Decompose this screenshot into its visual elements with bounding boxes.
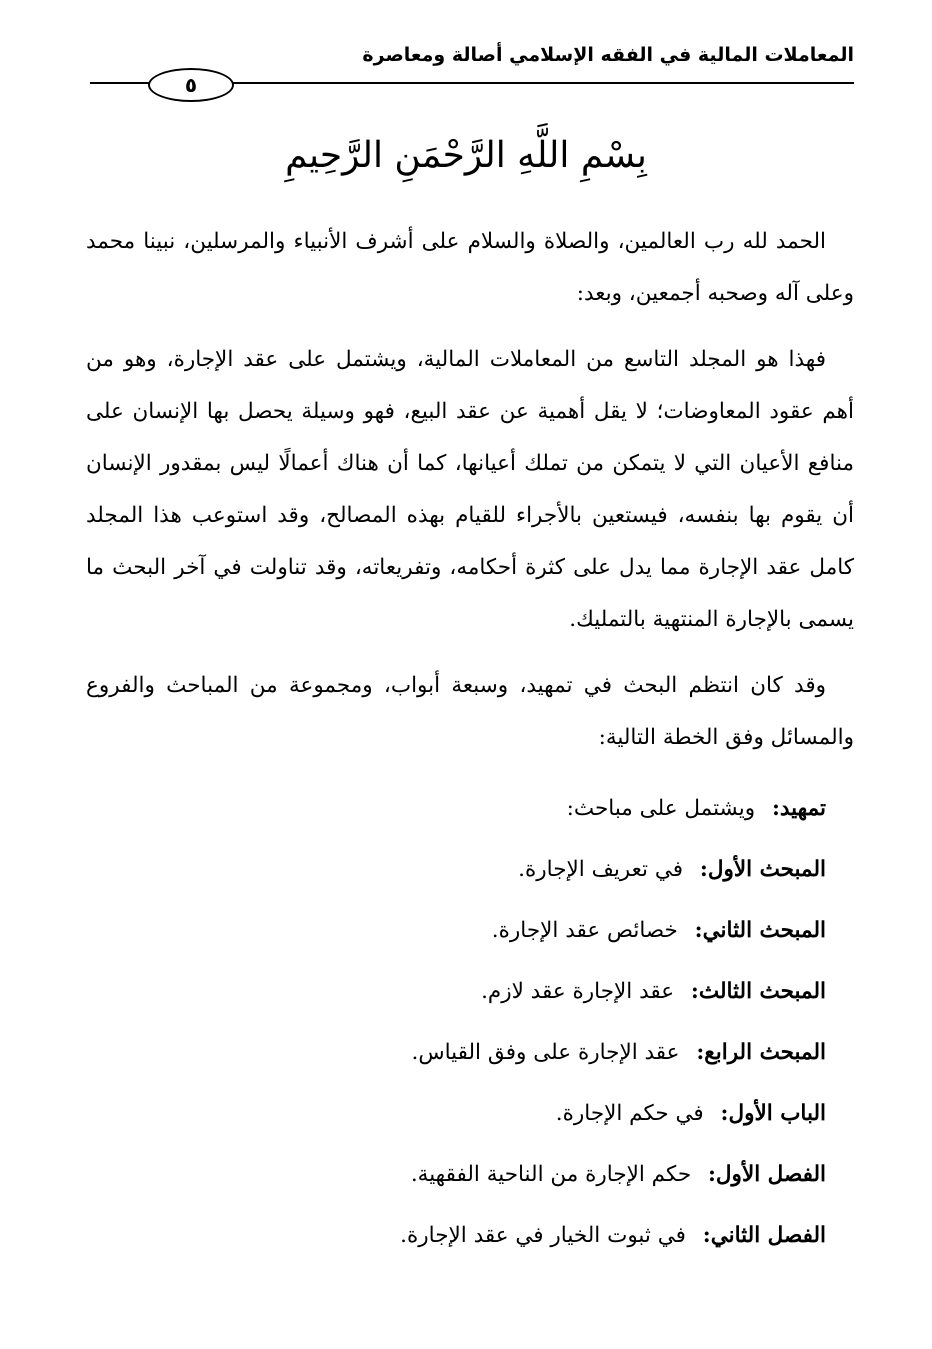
outline-item [86, 1144, 854, 1205]
outline-item-text: في ثبوت الخيار في عقد الإجارة. [400, 1223, 686, 1248]
outline-item-text: خصائص عقد الإجارة. [491, 918, 678, 943]
outline-item-label: الفصل الثاني: [702, 1223, 826, 1248]
outline-item-text: عقد الإجارة عقد لازم. [481, 979, 675, 1004]
outline-item-label: المبحث الأول: [699, 857, 826, 882]
outline-item [86, 1205, 854, 1266]
outline-item-label: الفصل الأول: [708, 1162, 826, 1187]
paragraph-plan: وقد كان انتظم البحث في تمهيد، وسبعة أبواب، ومجموعة من المباحث والفروع والمسائل وفق الخطة التالية: [86, 673, 854, 750]
basmala: بِسْمِ اللَّهِ الرَّحْمَنِ الرَّحِيمِ [285, 135, 647, 176]
outline-item [86, 1022, 854, 1083]
outline-item [86, 1083, 854, 1144]
body-text [86, 216, 854, 1266]
outline-item-label: المبحث الرابع: [696, 1040, 826, 1065]
outline-item-label: الباب الأول: [720, 1101, 826, 1126]
paragraph-intro: الحمد لله رب العالمين، والصلاة والسلام على أشرف الأنبياء والمرسلين، نبينا محمد وعلى آله وصحبه أجمعين، وبعد: [86, 229, 854, 306]
paragraph-volume-description: فهذا هو المجلد التاسع من المعاملات المالية، ويشتمل على عقد الإجارة، وهو من أهم عقود المعاوضات؛ لا يقل أهمية عن عقد البيع، فهو وسيلة يحصل بها الإنسان على منافع الأعيان التي لا يتمكن من تملك أعيانها، كما أن هناك أعمالًا ليس بمقدور الإنسان أن يقوم بها بنفسه، فيستعين بالأجراء للقيام بهذه المصالح، وقد استوعب هذا المجلد كامل عقد الإجارة مما يدل على كثرة أحكامه، وتفريعاته، وقد تناولت في آخر البحث ما يسمى بالإجارة المنتهية بالتمليك. [86, 347, 854, 632]
outline-item [86, 778, 854, 839]
outline-item [86, 900, 854, 961]
outline-item-text: في تعريف الإجارة. [518, 857, 684, 882]
outline-item-label: تمهيد: [771, 796, 826, 821]
outline-item [86, 961, 854, 1022]
outline-item-label: المبحث الثالث: [690, 979, 826, 1004]
outline-item-text: ويشتمل على مباحث: [566, 796, 756, 821]
outline-item-text: في حكم الإجارة. [555, 1101, 704, 1126]
outline-item-text: حكم الإجارة من الناحية الفقهية. [410, 1162, 692, 1187]
running-header-title: المعاملات المالية في الفقه الإسلامي أصالة ومعاصرة [362, 44, 854, 66]
outline-list [86, 778, 854, 1266]
outline-item-text: عقد الإجارة على وفق القياس. [411, 1040, 680, 1065]
outline-item [86, 839, 854, 900]
outline-item-label: المبحث الثاني: [694, 918, 826, 943]
page-number: ٥ [148, 68, 234, 102]
